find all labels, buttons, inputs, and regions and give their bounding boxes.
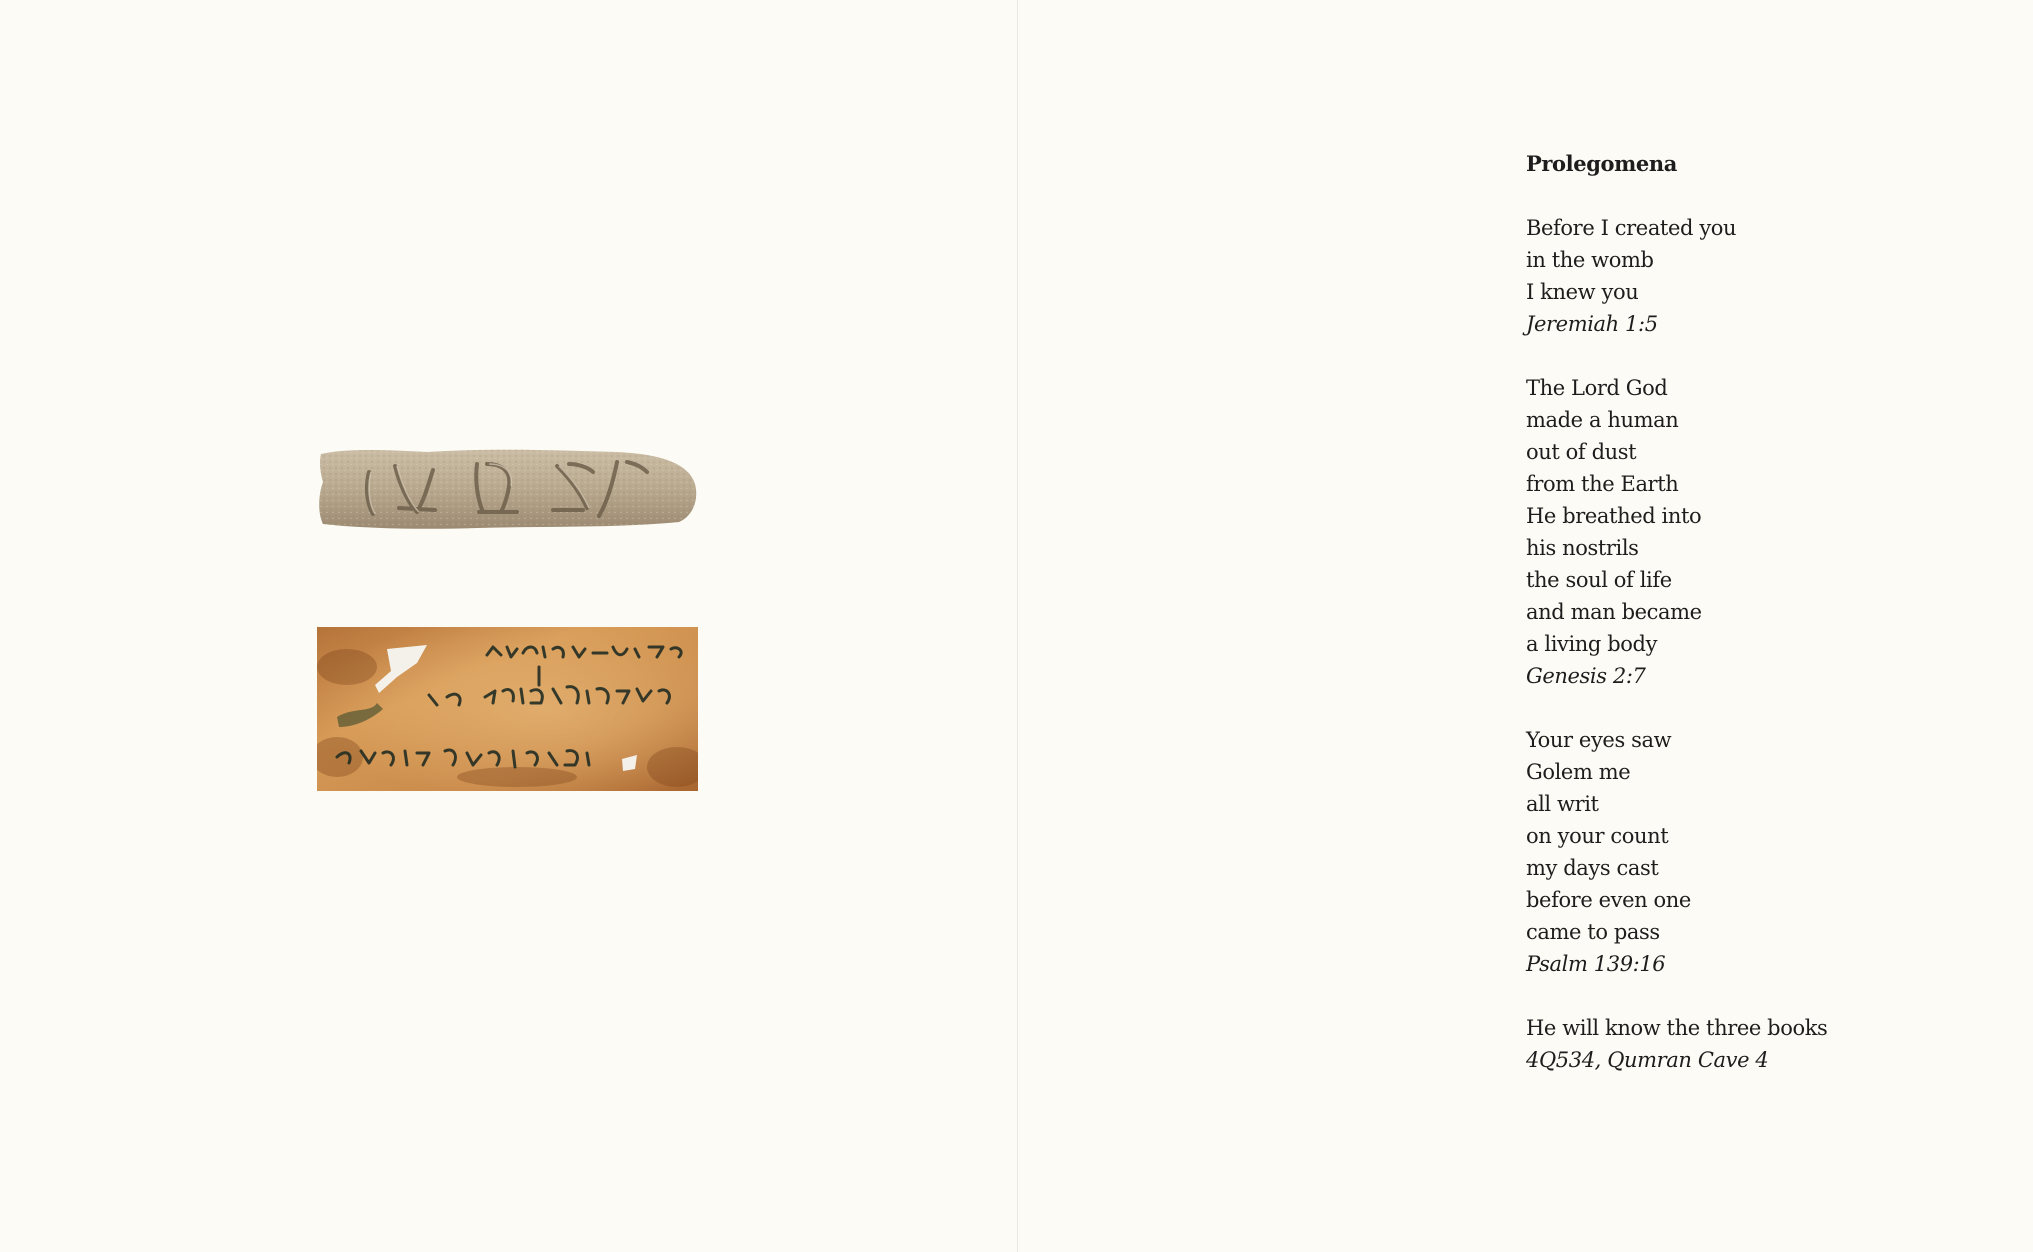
poem-line: a living body [1526,632,1658,656]
stanza-4 [1526,1012,1986,1076]
poem-line: The Lord God [1526,376,1668,400]
poem-line: from the Earth [1526,472,1679,496]
poem-line: I knew you [1526,280,1639,304]
citation: Psalm 139:16 [1526,952,1666,976]
scroll-fragment-icon [317,627,698,791]
poem-line: in the womb [1526,248,1654,272]
stone-fragment-image [317,442,698,534]
poem-line: my days cast [1526,856,1659,880]
citation: 4Q534, Qumran Cave 4 [1526,1048,1769,1072]
poem-line: He will know the three books [1526,1016,1828,1040]
citation: Genesis 2:7 [1526,664,1646,688]
poem-title: Prolegomena [1526,151,1677,176]
poem-line: and man became [1526,600,1702,624]
right-page [1018,0,2033,1252]
poem-line: on your count [1526,824,1669,848]
stanza-2 [1526,372,1986,692]
poem-line: Golem me [1526,760,1631,784]
poem-line: He breathed into [1526,504,1702,528]
poem-line: made a human [1526,408,1679,432]
poem [1526,148,1986,1108]
stanza-3 [1526,724,1986,980]
poem-line: Before I created you [1526,216,1737,240]
poem-line: out of dust [1526,440,1637,464]
poem-line: Your eyes saw [1526,728,1672,752]
poem-line: all writ [1526,792,1599,816]
poem-line: his nostrils [1526,536,1639,560]
scroll-fragment-image [317,627,698,791]
stanza-1 [1526,212,1986,340]
poem-line: before even one [1526,888,1691,912]
stone-fragment-icon [317,442,698,534]
poem-line: the soul of life [1526,568,1672,592]
poem-line: came to pass [1526,920,1660,944]
citation: Jeremiah 1:5 [1526,312,1658,336]
